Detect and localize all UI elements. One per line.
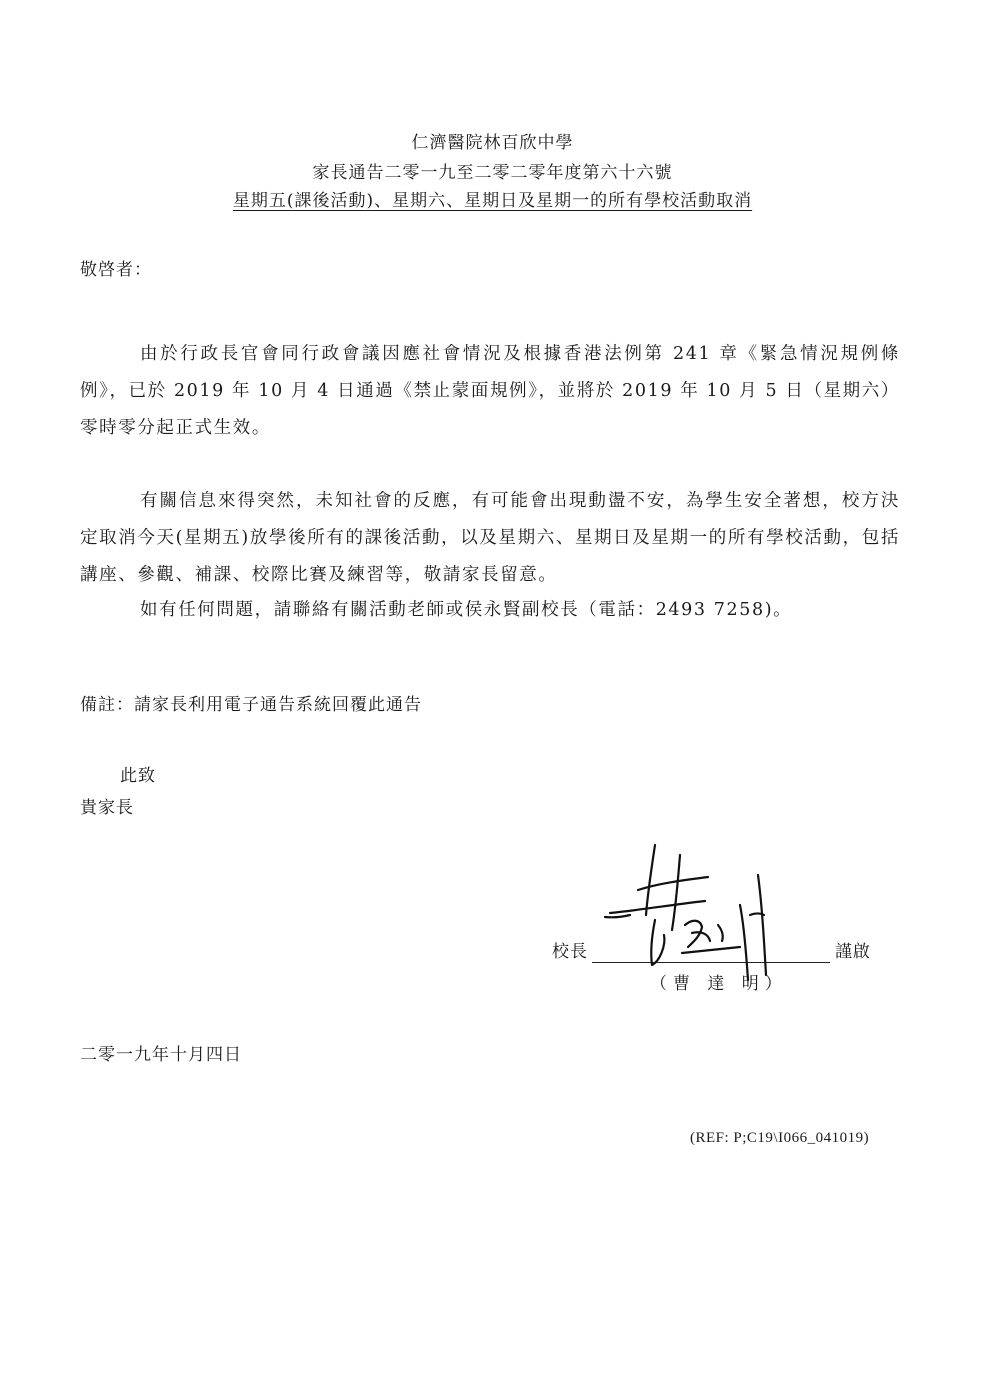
closing-line-2: 貴家長: [80, 798, 134, 818]
body-paragraph-1: 由於行政長官會同行政會議因應社會情況及根據香港法例第 241 章《緊急情況規例條例》，已於 2019 年 10 月 4 日通過《禁止蒙面規例》，並將於 2019 年 10 月 5 日（星期六）零時零分起正式生效。: [80, 344, 900, 438]
notice-number: 家長通告二零一九至二零二零年度第六十六號: [312, 163, 673, 183]
remark: 備註：請家長利用電子通告系統回覆此通告: [80, 695, 422, 715]
signatory-suffix: 謹啟: [835, 942, 871, 962]
closing-line-1: 此致: [120, 766, 156, 786]
notice-date: 二零一九年十月四日: [80, 1045, 242, 1065]
reference-code: (REF: P;C19\I066_041019): [690, 1130, 870, 1146]
handwritten-signature: [600, 835, 780, 995]
notice-subject: 星期五(課後活動)、星期六、星期日及星期一的所有學校活動取消: [232, 191, 753, 211]
signatory-title: 校長: [552, 942, 588, 962]
school-name: 仁濟醫院林百欣中學: [411, 133, 574, 153]
signatory-name: （曹 達 明）: [650, 974, 788, 994]
salutation: 敬啓者：: [80, 260, 152, 280]
body-paragraph-3: 如有任何問題，請聯絡有關活動老師或侯永賢副校長（電話：2493 7258)。: [140, 600, 793, 620]
body-paragraph-2: 有關信息來得突然，未知社會的反應，有可能會出現動盪不安，為學生安全著想，校方決定取消今天(星期五)放學後所有的課後活動，以及星期六、星期日及星期一的所有學校活動，包括講座、參觀、補課、校際比賽及練習等，敬請家長留意。: [80, 491, 900, 585]
